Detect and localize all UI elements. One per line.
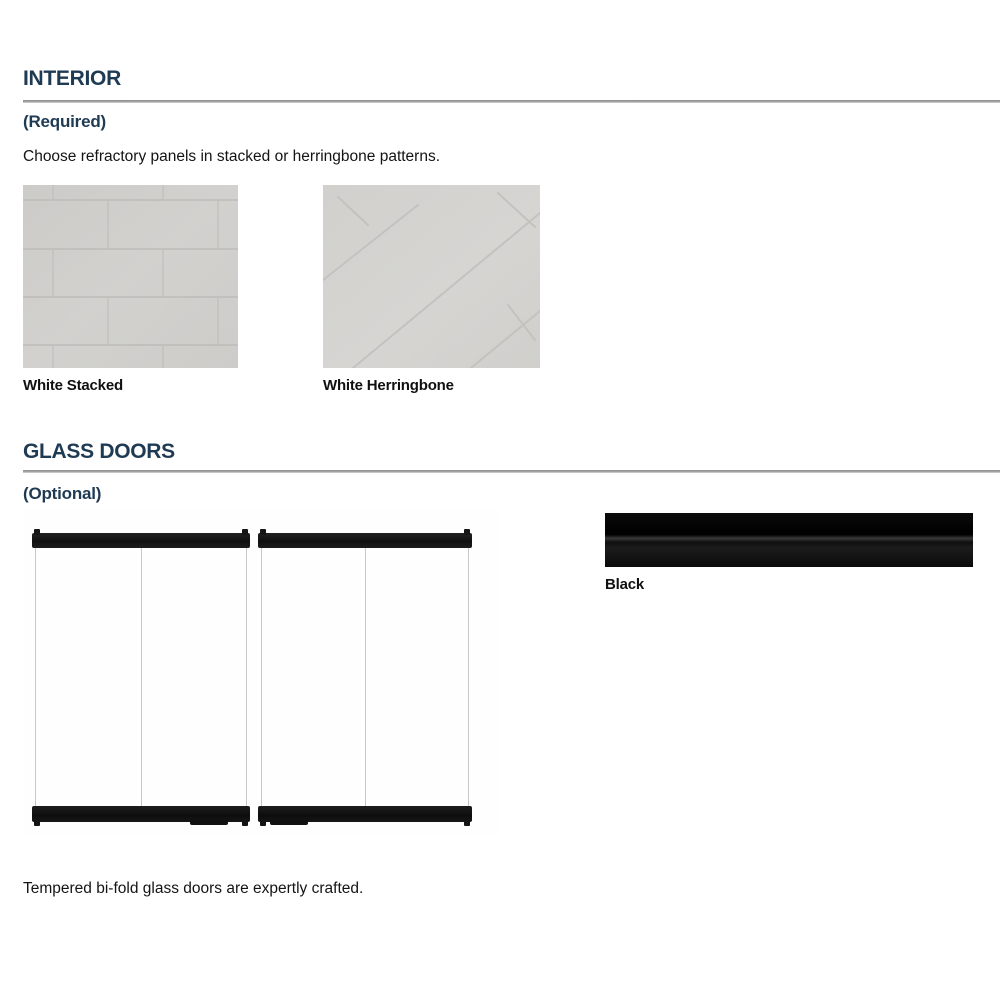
stacked-pattern-graphic xyxy=(23,185,238,368)
white-stacked-label: White Stacked xyxy=(23,377,123,394)
glass-fold-edge xyxy=(141,548,142,806)
glass-doors-heading: GLASS DOORS xyxy=(23,440,175,463)
door-bottom-frame xyxy=(258,806,472,822)
door-top-frame xyxy=(258,533,472,548)
glass-doors-requirement: (Optional) xyxy=(23,484,102,503)
glass-doors-caption: Tempered bi-fold glass doors are expertly crafted. xyxy=(23,880,364,897)
glass-edge xyxy=(35,548,36,806)
herringbone-pattern-graphic xyxy=(323,185,540,368)
door-top-frame xyxy=(32,533,250,548)
door-unit-left xyxy=(32,533,250,822)
hinge-tab xyxy=(34,529,40,535)
door-handle xyxy=(190,819,228,825)
white-stacked-image xyxy=(23,185,238,368)
hinge-tab xyxy=(242,529,248,535)
bifold-glass-doors-image xyxy=(23,508,500,836)
door-unit-right xyxy=(258,533,472,822)
door-handle xyxy=(270,819,308,825)
door-foot xyxy=(34,820,40,826)
door-foot xyxy=(464,820,470,826)
door-foot xyxy=(260,820,266,826)
black-finish-swatch xyxy=(605,513,973,567)
white-herringbone-label: White Herringbone xyxy=(323,377,454,394)
white-herringbone-image xyxy=(323,185,540,368)
glass-fold-edge xyxy=(365,548,366,806)
glass-doors-divider xyxy=(23,470,1000,473)
hinge-tab xyxy=(464,529,470,535)
glass-edge xyxy=(261,548,262,806)
panel-option-white-stacked xyxy=(23,185,238,394)
hinge-tab xyxy=(260,529,266,535)
black-finish-label: Black xyxy=(605,576,645,593)
interior-description: Choose refractory panels in stacked or herringbone patterns. xyxy=(23,148,441,165)
door-bottom-frame xyxy=(32,806,250,822)
door-foot xyxy=(242,820,248,826)
interior-divider xyxy=(23,100,1000,103)
glass-edge xyxy=(246,548,247,806)
panel-option-white-herringbone xyxy=(323,185,540,394)
interior-requirement: (Required) xyxy=(23,112,107,131)
interior-heading: INTERIOR xyxy=(23,67,121,90)
glass-edge xyxy=(468,548,469,806)
